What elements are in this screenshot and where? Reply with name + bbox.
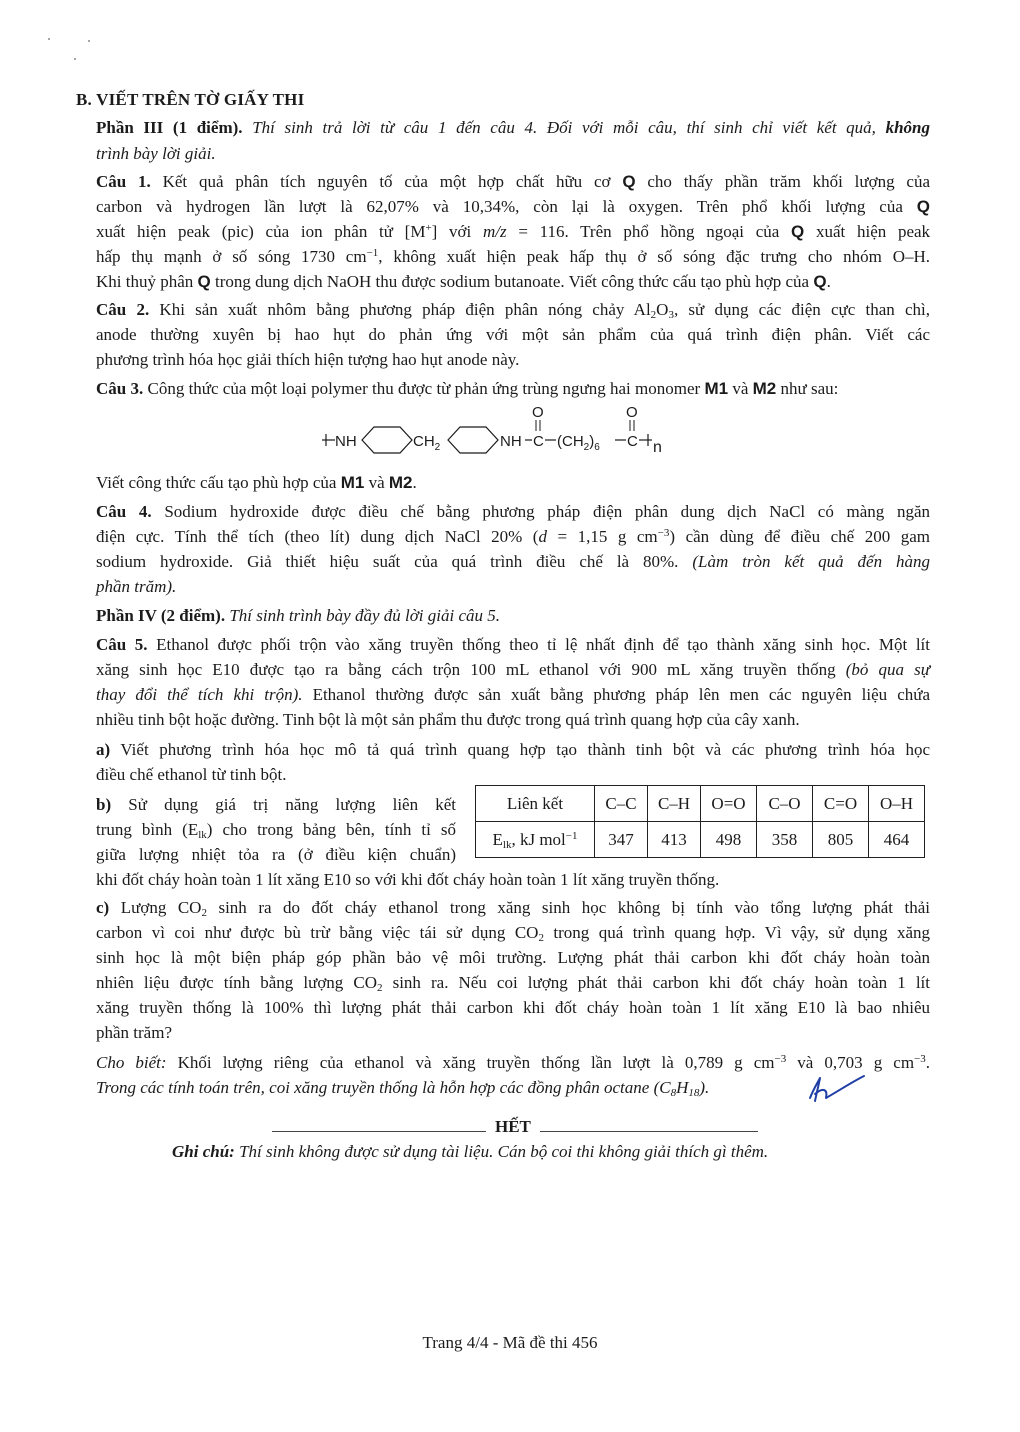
end-rule-right [540,1131,758,1132]
table-header-row [476,786,925,822]
q4-line2: điện cực. Tính thể tích (theo lít) dung dịch NaCl 20% (d = 1,15 g $cm^{-3}$) cần dùng để điều chế 200 gam [96,527,931,546]
formula-oxygen-1: O [532,404,544,421]
q1-line2: carbon và hydrogen lần lượt là 62,07% và 10,34%, còn lại là oxygen. Trên phổ khối lượng của Q [96,197,930,216]
page-footer: Trang 4/4 - Mã đề thi 456 [422,1333,598,1352]
q5-line3: thay đổi thể tích khi trộn). Ethanol thường được sản xuất bằng phương pháp lên men các nguyên liệu chứa [96,685,930,704]
table-cell: C–H [648,786,701,822]
given-line1: Cho biết: Khối lượng riêng của ethanol và xăng truyền thống lần lượt là 0,789 g $cm^{-3}$ và 0,703 g $cm^{-3}$. [96,1053,931,1072]
part4-instruction: Phần IV (2 điểm). Thí sinh trình bày đầy đủ lời giải câu 5. [96,606,501,625]
q1-line5: Khi thuỷ phân Q trong dung dịch NaOH thu được sodium butanoate. Viết công thức cấu tạo phù hợp của Q. [96,272,831,291]
q5b-line2: trung bình $(E_{lk})$ cho trong bảng bên, tính tỉ số [96,820,456,841]
end-note: Ghi chú: Thí sinh không được sử dụng tài liệu. Cán bộ coi thi không giải thích gì thêm. [172,1142,769,1161]
q1-line4: hấp thụ mạnh ở số sóng 1730 $cm^{-1}$, không xuất hiện peak hấp thụ ở số sóng đặc trưng cho nhóm O–H. [96,247,930,266]
q5c-line5: xăng truyền thống là 100% thì lượng phát thải carbon khi đốt cháy hoàn toàn 1 lít xăng E10 là bao nhiêu [96,998,930,1017]
formula-chain: $(CH_2)_6$ [557,433,600,453]
given-line2: Trong các tính toán trên, coi xăng truyền thống là hỗn hợp các đồng phân octane $(C_8H_{18})$. [96,1078,710,1099]
table-cell: 347 [595,822,648,858]
q5c-line6: phần trăm? [96,1023,172,1042]
formula-carbonyl-c-1: C [533,433,544,450]
q5a-line1: a) Viết phương trình hóa học mô tả quá trình quang hợp tạo thành tinh bột và các phương trình hóa học [96,740,930,759]
formula-nh-1: NH [335,433,357,450]
q5c-line1: c) Lượng $CO_2$ sinh ra do đốt cháy ethanol trong xăng sinh học không bị tính vào tổng lượng phát thải [96,898,930,919]
q4-line1: Câu 4. Sodium hydroxide được điều chế bằng phương pháp điện phân dung dịch NaCl có màng ngăn [96,502,931,521]
table-cell: O–H [869,786,925,822]
part3-instruction-cont: trình bày lời giải. [96,144,216,163]
q5b-line1: b) Sử dụng giá trị năng lượng liên kết [96,795,456,814]
cyclohexane-ring-1 [362,427,412,453]
q5b-line3: giữa lượng nhiệt tỏa ra (ở điều kiện chuẩn) [96,845,456,864]
table-cell: 805 [813,822,869,858]
table-cell: C=O [813,786,869,822]
q1-line1: Câu 1. Kết quả phân tích nguyên tố của một hợp chất hữu cơ Q cho thấy phần trăm khối lượng của [96,172,930,191]
q2-line2: anode thường xuyên bị hao hụt do phản ứng với một sản phẩm của quá trình điện phân. Viết các [96,325,930,344]
scan-speck [74,58,76,60]
table-cell: Liên kết [476,786,595,822]
table-cell: C–O [757,786,813,822]
bond-energy-table [475,785,925,858]
formula-ch2-1: $CH_2$ [413,433,441,453]
formula-oxygen-2: O [626,404,638,421]
polymer-structure [300,402,720,464]
scan-speck [48,38,50,40]
table-cell: 358 [757,822,813,858]
q5b-line4: khi đốt cháy hoàn toàn 1 lít xăng E10 so với khi đốt cháy hoàn toàn 1 lít xăng truyền thống. [96,870,720,889]
end-title: HẾT [495,1117,531,1136]
table-row [476,822,925,858]
table-cell: $E_{lk}$, kJ mol$^{-1}$ [476,822,595,858]
table-cell: 413 [648,822,701,858]
end-rule-left [272,1131,486,1132]
q1-line3: xuất hiện peak (pic) của ion phân tử [M+] với m/z = 116. Trên phổ hồng ngoại của Q xuất hiện peak [96,222,931,241]
q5-line2: xăng sinh học E10 được tạo ra bằng cách trộn 100 mL ethanol với 900 mL xăng truyền thống (bỏ qua sự [96,660,930,679]
table-cell: 464 [869,822,925,858]
formula-carbonyl-c-2: C [627,433,638,450]
q5-line1: Câu 5. Ethanol được phối trộn vào xăng truyền thống theo tỉ lệ nhất định để tạo thành xăng sinh học. Một lít [96,635,930,654]
q5c-line4: nhiên liệu được tính bằng lượng $CO_2$ sinh ra. Nếu coi lượng phát thải carbon khi đốt cháy hoàn toàn 1 lít [96,973,930,994]
q5-line4: nhiều tinh bột hoặc đường. Tinh bột là một sản phẩm thu được trong quá trình quang hợp của cây xanh. [96,710,800,729]
table-cell: C–C [595,786,648,822]
section-b-title: B. VIẾT TRÊN TỜ GIẤY THI [76,90,305,109]
part3-instruction: Phần III (1 điểm). Thí sinh trả lời từ câu 1 đến câu 4. Đối với mỗi câu, thí sinh chỉ viết kết quả, không [96,118,931,137]
q5c-line3: sinh học là một biện pháp góp phần bảo vệ môi trường. Lượng phát thải carbon khi đốt cháy hoàn toàn [96,948,930,967]
q3-line2: Viết công thức cấu tạo phù hợp của M1 và M2. [96,473,417,492]
scan-speck [88,40,90,42]
table-cell: 498 [701,822,757,858]
table-cell: O=O [701,786,757,822]
q4-line4: phần trăm). [96,577,177,596]
proctor-signature [800,1068,870,1108]
formula-repeat-n: n [653,439,662,456]
q4-line3: sodium hydroxide. Giả thiết hiệu suất của quá trình điều chế là 80%. (Làm tròn kết quả đến hàng [96,552,931,571]
q2-line3: phương trình hóa học giải thích hiện tượng hao hụt anode này. [96,350,520,369]
q5c-line2: carbon vì coi như được bù trừ bằng việc tái sử dụng $CO_2$ trong quá trình quang hợp. Vì vậy, sử dụng xăng [96,923,930,944]
formula-nh-2: NH [500,433,522,450]
q2-line1: Câu 2. Khi sản xuất nhôm bằng phương pháp điện phân nóng chảy $Al_2O_3$, sử dụng các điện cực than chì, [96,300,931,321]
q5a-line2: điều chế ethanol từ tinh bột. [96,765,287,784]
cyclohexane-ring-2 [448,427,498,453]
q3-line1: Câu 3. Công thức của một loại polymer thu được từ phản ứng trùng ngưng hai monomer M1 và M2 như sau: [96,379,839,398]
